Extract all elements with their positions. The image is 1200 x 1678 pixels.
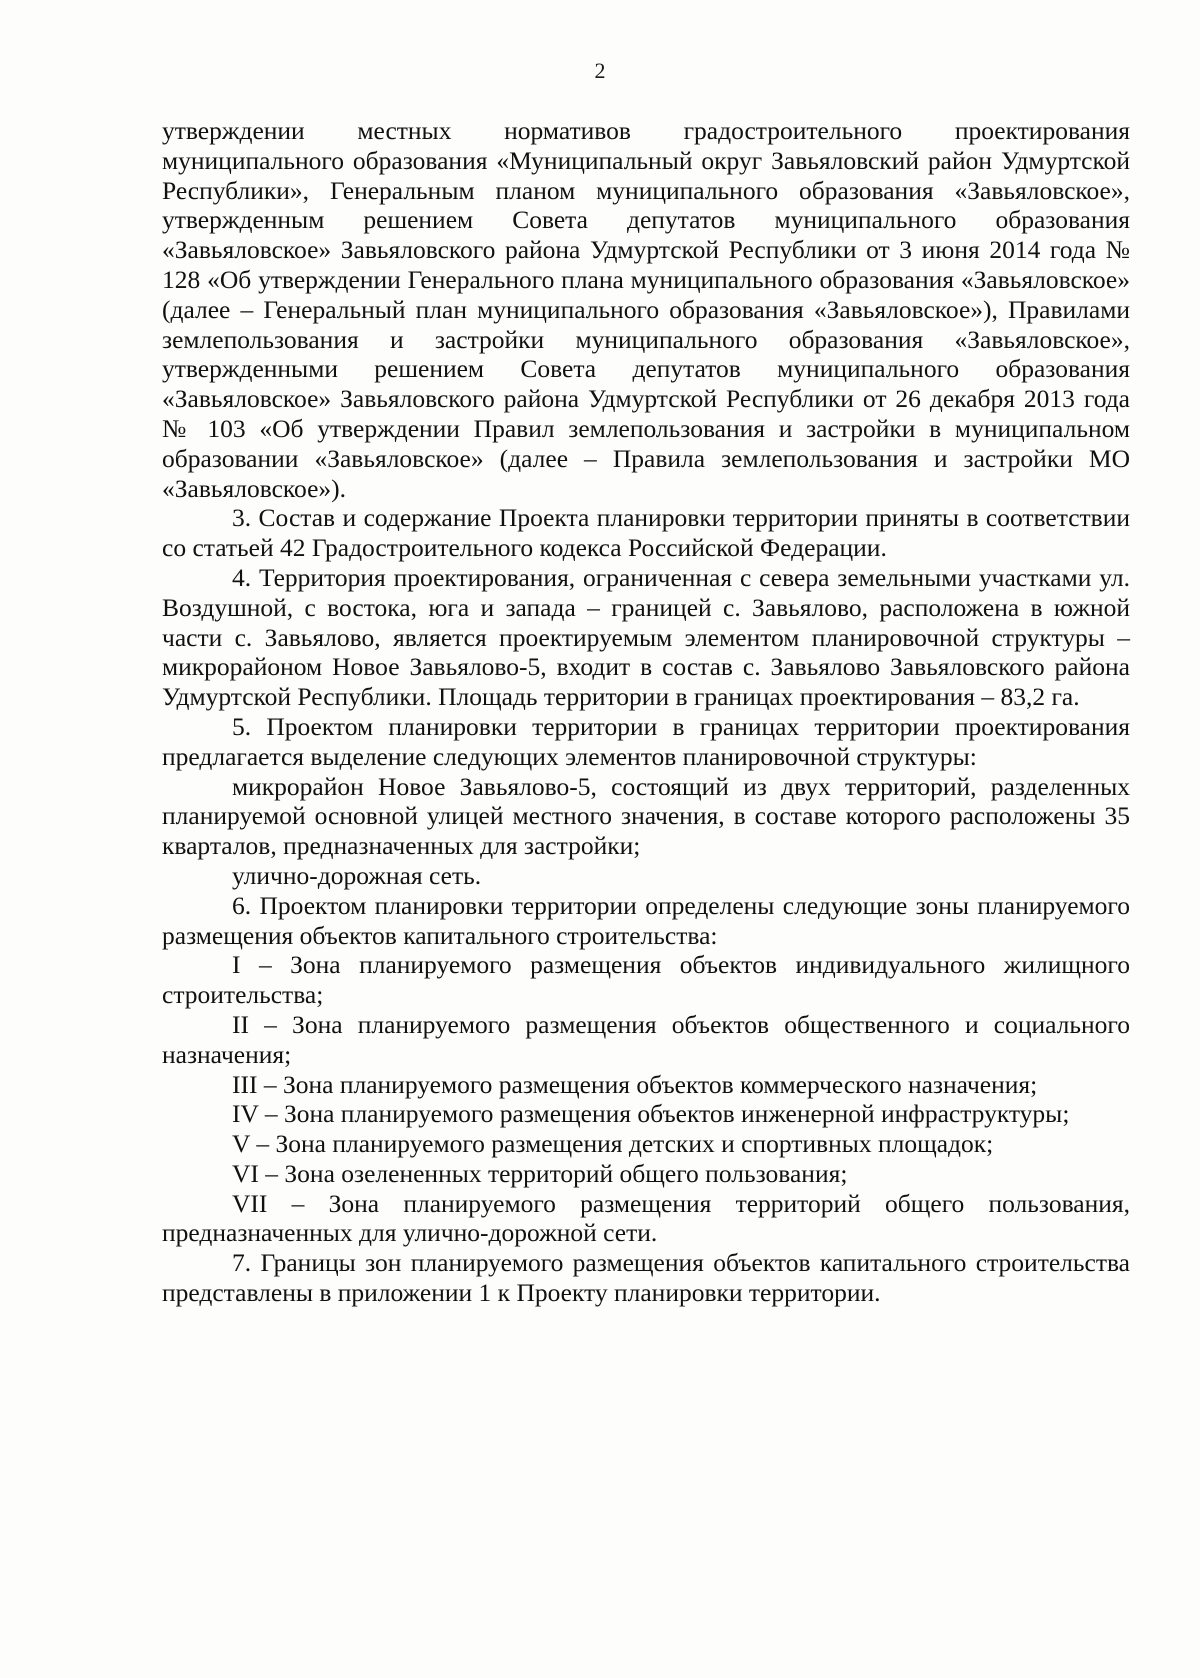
paragraph-item-5: 5. Проектом планировки территории в границах территории проектирования предлагается выделение следующих элементов планировочной структуры: xyxy=(162,711,1130,771)
paragraph-road-network: улично-дорожная сеть. xyxy=(232,860,482,890)
paragraph-item-4: 4. Территория проектирования, ограниченная с севера земельными участками ул. Воздушной, с востока, юга и запада – границей с. Завьялово, расположена в южной части с. Завьялово, является проектируемым элементом планировочной структуры – микрорайоном Новое Завьялово-5, входит в состав с. Завьялово Завьяловского района Удмуртской Республики. Площадь территории в границах проектирования – 83,2 га. xyxy=(162,562,1130,712)
zone-item-7: VII – Зона планируемого размещения территорий общего пользования, предназначенных для улично-дорожной сети. xyxy=(162,1188,1130,1248)
document-body xyxy=(162,116,1130,1308)
zone-item-6: VI – Зона озелененных территорий общего пользования; xyxy=(232,1158,848,1188)
zone-item-1: I – Зона планируемого размещения объектов индивидуального жилищного строительства; xyxy=(162,950,1130,1010)
zone-item-4: IV – Зона планируемого размещения объектов инженерной инфраструктуры; xyxy=(232,1099,1070,1129)
page-number: 2 xyxy=(594,58,606,83)
zone-item-2: II – Зона планируемого размещения объектов общественного и социального назначения; xyxy=(162,1009,1130,1069)
paragraph-continuation: утверждении местных нормативов градостроительного проектирования муниципального образования «Муниципальный округ Завьяловский район Удмуртской Республики», Генеральным планом муниципального образования «Завьяловское», утвержденным решением Совета депутатов муниципального образования «Завьяловское» Завьяловского района Удмуртской Республики от 3 июня 2014 года № 128 «Об утверждении Генерального плана муниципального образования «Завьяловское» (далее – Генеральный план муниципального образования «Завьяловское»), Правилами землепользования и застройки муниципального образования «Завьяловское», утвержденными решением Совета депутатов муниципального образования «Завьяловское» Завьяловского района Удмуртской Республики от 26 декабря 2013 года № 103 «Об утверждении Правил землепользования и застройки в муниципальном образовании «Завьяловское» (далее – Правила землепользования и застройки МО «Завьяловское»). xyxy=(162,116,1130,503)
paragraph-item-7: 7. Границы зон планируемого размещения объектов капитального строительства представлены в приложении 1 к Проекту планировки территории. xyxy=(162,1248,1130,1308)
paragraph-item-6: 6. Проектом планировки территории определены следующие зоны планируемого размещения объектов капитального строительства: xyxy=(162,890,1130,950)
zone-item-5: V – Зона планируемого размещения детских и спортивных площадок; xyxy=(232,1129,994,1159)
paragraph-microdistrict: микрорайон Новое Завьялово-5, состоящий из двух территорий, разделенных планируемой основной улицей местного значения, в составе которого расположены 35 кварталов, предназначенных для застройки; xyxy=(162,771,1130,861)
zone-item-3: III – Зона планируемого размещения объектов коммерческого назначения; xyxy=(232,1069,1038,1099)
paragraph-item-3: 3. Состав и содержание Проекта планировки территории приняты в соответствии со статьей 42 Градостроительного кодекса Российской Федерации. xyxy=(162,503,1130,563)
